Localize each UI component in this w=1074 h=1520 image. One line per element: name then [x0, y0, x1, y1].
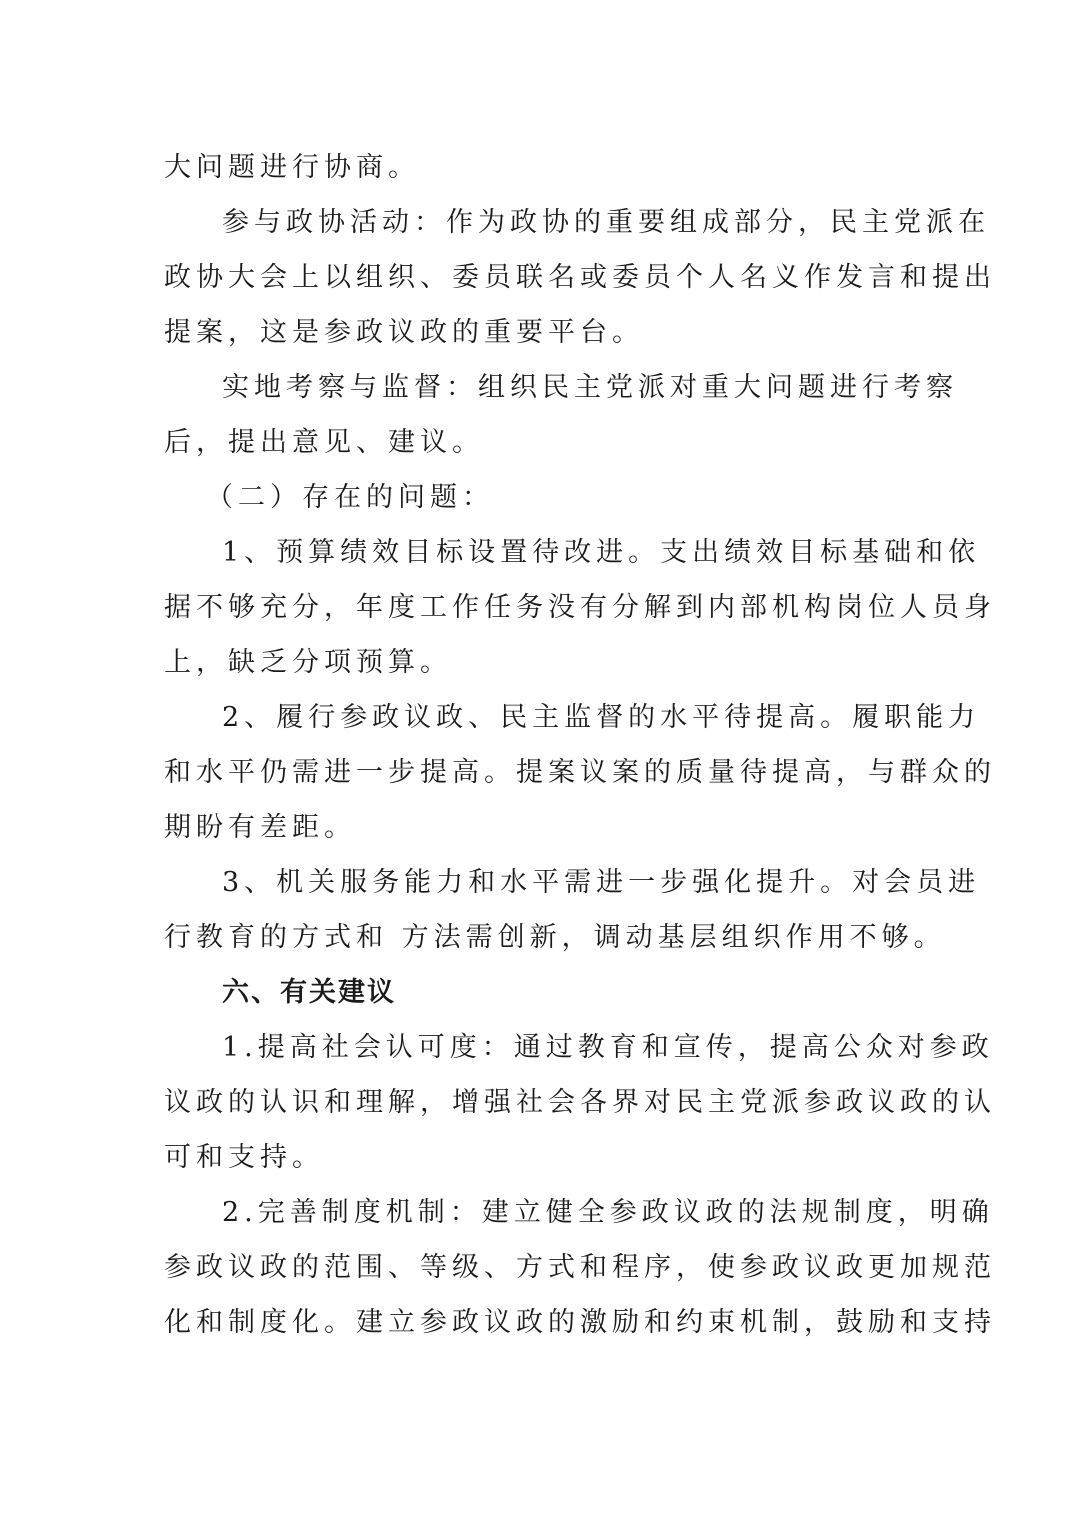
text-line: 2、履行参政议政、民主监督的水平待提高。履职能力 [222, 702, 981, 733]
paragraph-cppcc-activities [164, 195, 996, 360]
text-line: （二）存在的问题： [206, 482, 494, 513]
section-heading: 六、有关建议 [222, 977, 396, 1008]
text-line: 1.提高社会认可度：通过教育和宣传，提高公众对参政 [222, 1032, 994, 1063]
text-line: 实地考察与监督：组织民主党派对重大问题进行考察 [222, 372, 958, 403]
paragraph-field-inspection [164, 360, 958, 470]
paragraph-problem-3 [164, 855, 981, 965]
paragraph-suggestion-2 [164, 1185, 996, 1350]
document-body [164, 140, 996, 1350]
text-line: 可和支持。 [164, 1142, 324, 1173]
text-line: 化和制度化。建立参政议政的激励和约束机制，鼓励和支持 [164, 1307, 996, 1338]
subheading-existing-problems [164, 470, 914, 525]
text-line: 上，缺乏分项预算。 [164, 647, 452, 678]
text-line: 行教育的方式和 方法需创新，调动基层组织作用不够。 [164, 922, 946, 953]
text-line: 期盼有差距。 [164, 812, 356, 843]
text-line: 政协大会上以组织、委员联名或委员个人名义作发言和提出 [164, 262, 996, 293]
text-line: 大问题进行协商。 [164, 152, 420, 183]
text-line: 议政的认识和理解，增强社会各界对民主党派参政议政的认 [164, 1087, 996, 1118]
paragraph-continuation [164, 140, 914, 195]
paragraph-problem-1 [164, 525, 996, 690]
paragraph-problem-2 [164, 690, 996, 855]
text-line: 据不够充分，年度工作任务没有分解到内部机构岗位人员身 [164, 592, 996, 623]
text-line: 参与政协活动：作为政协的重要组成部分，民主党派在 [222, 207, 990, 238]
text-line: 和水平仍需进一步提高。提案议案的质量待提高，与群众的 [164, 757, 996, 788]
text-line: 提案，这是参政议政的重要平台。 [164, 317, 644, 348]
text-line: 3、机关服务能力和水平需进一步强化提升。对会员进 [222, 867, 981, 898]
text-line: 后，提出意见、建议。 [164, 427, 484, 458]
text-line: 1、预算绩效目标设置待改进。支出绩效目标基础和依 [222, 537, 981, 568]
text-line: 参政议政的范围、等级、方式和程序，使参政议政更加规范 [164, 1252, 996, 1283]
paragraph-suggestion-1 [164, 1020, 996, 1185]
text-line: 2.完善制度机制：建立健全参政议政的法规制度，明确 [222, 1197, 994, 1228]
section-heading-suggestions [164, 965, 914, 1020]
